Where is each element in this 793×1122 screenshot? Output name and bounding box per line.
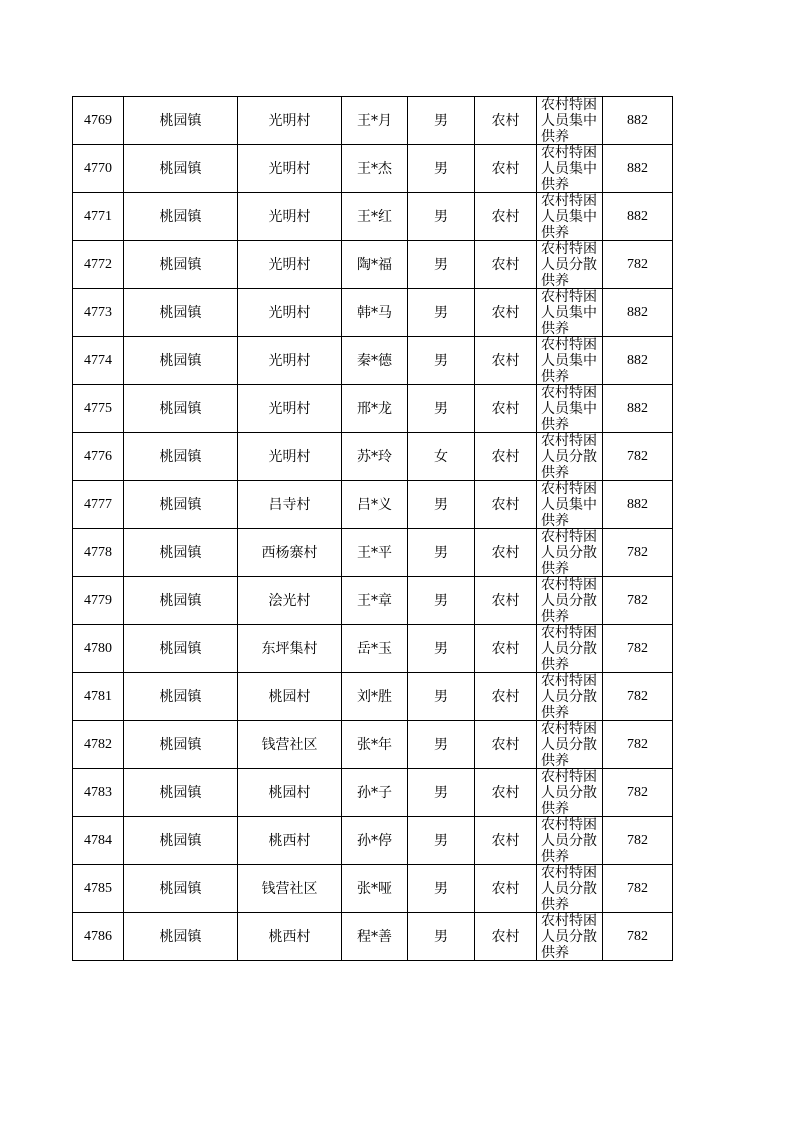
amount-cell: 782 xyxy=(603,241,673,289)
person-name-cell: 苏*玲 xyxy=(342,433,408,481)
row-number: 4769 xyxy=(73,97,124,145)
village-cell: 光明村 xyxy=(238,145,342,193)
gender-cell: 女 xyxy=(408,433,475,481)
amount-cell: 882 xyxy=(603,193,673,241)
roster-table xyxy=(72,96,673,961)
table-row xyxy=(73,913,673,961)
village-cell: 桃园村 xyxy=(238,673,342,721)
village-cell: 桃西村 xyxy=(238,913,342,961)
town-cell: 桃园镇 xyxy=(124,241,238,289)
row-number: 4785 xyxy=(73,865,124,913)
support-category-text: 农村特困人员集中供养 xyxy=(541,145,597,192)
amount-cell: 782 xyxy=(603,433,673,481)
household-type-cell: 农村 xyxy=(475,193,537,241)
town-cell: 桃园镇 xyxy=(124,529,238,577)
support-category-text: 农村特困人员分散供养 xyxy=(541,241,597,288)
household-type-cell: 农村 xyxy=(475,97,537,145)
amount-cell: 882 xyxy=(603,97,673,145)
table-row xyxy=(73,577,673,625)
support-category-cell xyxy=(537,433,603,481)
row-number: 4776 xyxy=(73,433,124,481)
gender-cell: 男 xyxy=(408,865,475,913)
gender-cell: 男 xyxy=(408,193,475,241)
support-category-text: 农村特困人员分散供养 xyxy=(541,721,597,768)
household-type-cell: 农村 xyxy=(475,145,537,193)
person-name-cell: 张*哑 xyxy=(342,865,408,913)
row-number: 4774 xyxy=(73,337,124,385)
village-cell: 光明村 xyxy=(238,289,342,337)
support-category-text: 农村特困人员分散供养 xyxy=(541,769,597,816)
household-type-cell: 农村 xyxy=(475,673,537,721)
support-category-text: 农村特困人员分散供养 xyxy=(541,433,597,480)
amount-cell: 882 xyxy=(603,385,673,433)
row-number: 4778 xyxy=(73,529,124,577)
amount-cell: 882 xyxy=(603,289,673,337)
gender-cell: 男 xyxy=(408,817,475,865)
person-name-cell: 吕*义 xyxy=(342,481,408,529)
amount-cell: 782 xyxy=(603,721,673,769)
household-type-cell: 农村 xyxy=(475,865,537,913)
support-category-text: 农村特困人员分散供养 xyxy=(541,913,597,960)
support-category-cell xyxy=(537,625,603,673)
row-number: 4772 xyxy=(73,241,124,289)
gender-cell: 男 xyxy=(408,385,475,433)
support-category-text: 农村特困人员集中供养 xyxy=(541,97,597,144)
support-category-cell xyxy=(537,241,603,289)
row-number: 4773 xyxy=(73,289,124,337)
town-cell: 桃园镇 xyxy=(124,193,238,241)
table-row xyxy=(73,145,673,193)
amount-cell: 782 xyxy=(603,817,673,865)
household-type-cell: 农村 xyxy=(475,577,537,625)
person-name-cell: 王*红 xyxy=(342,193,408,241)
row-number: 4770 xyxy=(73,145,124,193)
village-cell: 钱营社区 xyxy=(238,865,342,913)
table-row xyxy=(73,529,673,577)
support-category-text: 农村特困人员分散供养 xyxy=(541,625,597,672)
row-number: 4784 xyxy=(73,817,124,865)
support-category-cell xyxy=(537,97,603,145)
village-cell: 东坪集村 xyxy=(238,625,342,673)
amount-cell: 782 xyxy=(603,529,673,577)
household-type-cell: 农村 xyxy=(475,913,537,961)
town-cell: 桃园镇 xyxy=(124,385,238,433)
amount-cell: 782 xyxy=(603,913,673,961)
gender-cell: 男 xyxy=(408,529,475,577)
household-type-cell: 农村 xyxy=(475,385,537,433)
person-name-cell: 王*月 xyxy=(342,97,408,145)
household-type-cell: 农村 xyxy=(475,529,537,577)
town-cell: 桃园镇 xyxy=(124,769,238,817)
support-category-cell xyxy=(537,337,603,385)
support-category-text: 农村特困人员分散供养 xyxy=(541,673,597,720)
support-category-cell xyxy=(537,769,603,817)
support-category-text: 农村特困人员分散供养 xyxy=(541,577,597,624)
table-row xyxy=(73,433,673,481)
row-number: 4783 xyxy=(73,769,124,817)
gender-cell: 男 xyxy=(408,241,475,289)
row-number: 4780 xyxy=(73,625,124,673)
village-cell: 浍光村 xyxy=(238,577,342,625)
town-cell: 桃园镇 xyxy=(124,865,238,913)
person-name-cell: 孙*停 xyxy=(342,817,408,865)
table-row xyxy=(73,289,673,337)
amount-cell: 882 xyxy=(603,145,673,193)
town-cell: 桃园镇 xyxy=(124,481,238,529)
town-cell: 桃园镇 xyxy=(124,625,238,673)
village-cell: 桃西村 xyxy=(238,817,342,865)
person-name-cell: 陶*福 xyxy=(342,241,408,289)
table-row xyxy=(73,721,673,769)
support-category-text: 农村特困人员集中供养 xyxy=(541,385,597,432)
table-row xyxy=(73,625,673,673)
amount-cell: 782 xyxy=(603,625,673,673)
support-category-cell xyxy=(537,577,603,625)
household-type-cell: 农村 xyxy=(475,241,537,289)
town-cell: 桃园镇 xyxy=(124,289,238,337)
support-category-text: 农村特困人员集中供养 xyxy=(541,193,597,240)
support-category-cell xyxy=(537,145,603,193)
table-row xyxy=(73,337,673,385)
support-category-text: 农村特困人员分散供养 xyxy=(541,817,597,864)
gender-cell: 男 xyxy=(408,577,475,625)
town-cell: 桃园镇 xyxy=(124,145,238,193)
gender-cell: 男 xyxy=(408,289,475,337)
village-cell: 光明村 xyxy=(238,433,342,481)
household-type-cell: 农村 xyxy=(475,721,537,769)
town-cell: 桃园镇 xyxy=(124,673,238,721)
amount-cell: 782 xyxy=(603,577,673,625)
support-category-text: 农村特困人员集中供养 xyxy=(541,481,597,528)
town-cell: 桃园镇 xyxy=(124,337,238,385)
gender-cell: 男 xyxy=(408,721,475,769)
person-name-cell: 孙*子 xyxy=(342,769,408,817)
gender-cell: 男 xyxy=(408,673,475,721)
support-category-cell xyxy=(537,913,603,961)
person-name-cell: 岳*玉 xyxy=(342,625,408,673)
support-category-text: 农村特困人员集中供养 xyxy=(541,337,597,384)
town-cell: 桃园镇 xyxy=(124,433,238,481)
support-category-cell xyxy=(537,721,603,769)
person-name-cell: 王*平 xyxy=(342,529,408,577)
person-name-cell: 王*章 xyxy=(342,577,408,625)
household-type-cell: 农村 xyxy=(475,625,537,673)
gender-cell: 男 xyxy=(408,769,475,817)
row-number: 4781 xyxy=(73,673,124,721)
household-type-cell: 农村 xyxy=(475,289,537,337)
support-category-cell xyxy=(537,289,603,337)
town-cell: 桃园镇 xyxy=(124,913,238,961)
amount-cell: 782 xyxy=(603,673,673,721)
village-cell: 光明村 xyxy=(238,97,342,145)
table-row xyxy=(73,193,673,241)
row-number: 4782 xyxy=(73,721,124,769)
gender-cell: 男 xyxy=(408,625,475,673)
person-name-cell: 韩*马 xyxy=(342,289,408,337)
gender-cell: 男 xyxy=(408,337,475,385)
gender-cell: 男 xyxy=(408,913,475,961)
household-type-cell: 农村 xyxy=(475,769,537,817)
person-name-cell: 程*善 xyxy=(342,913,408,961)
support-category-cell xyxy=(537,817,603,865)
gender-cell: 男 xyxy=(408,145,475,193)
table-row xyxy=(73,385,673,433)
support-category-cell xyxy=(537,481,603,529)
person-name-cell: 邢*龙 xyxy=(342,385,408,433)
table-row xyxy=(73,97,673,145)
support-category-cell xyxy=(537,193,603,241)
support-category-cell xyxy=(537,385,603,433)
person-name-cell: 张*年 xyxy=(342,721,408,769)
row-number: 4777 xyxy=(73,481,124,529)
person-name-cell: 王*杰 xyxy=(342,145,408,193)
town-cell: 桃园镇 xyxy=(124,577,238,625)
town-cell: 桃园镇 xyxy=(124,721,238,769)
village-cell: 钱营社区 xyxy=(238,721,342,769)
row-number: 4771 xyxy=(73,193,124,241)
amount-cell: 782 xyxy=(603,865,673,913)
support-category-text: 农村特困人员分散供养 xyxy=(541,865,597,912)
village-cell: 西杨寨村 xyxy=(238,529,342,577)
table-row xyxy=(73,241,673,289)
table-row xyxy=(73,481,673,529)
row-number: 4779 xyxy=(73,577,124,625)
support-category-text: 农村特困人员分散供养 xyxy=(541,529,597,576)
support-category-cell xyxy=(537,529,603,577)
amount-cell: 782 xyxy=(603,769,673,817)
household-type-cell: 农村 xyxy=(475,433,537,481)
village-cell: 桃园村 xyxy=(238,769,342,817)
roster-body xyxy=(73,97,673,961)
person-name-cell: 刘*胜 xyxy=(342,673,408,721)
household-type-cell: 农村 xyxy=(475,817,537,865)
row-number: 4775 xyxy=(73,385,124,433)
amount-cell: 882 xyxy=(603,481,673,529)
town-cell: 桃园镇 xyxy=(124,97,238,145)
gender-cell: 男 xyxy=(408,481,475,529)
household-type-cell: 农村 xyxy=(475,337,537,385)
village-cell: 光明村 xyxy=(238,337,342,385)
row-number: 4786 xyxy=(73,913,124,961)
table-row xyxy=(73,817,673,865)
village-cell: 光明村 xyxy=(238,241,342,289)
village-cell: 光明村 xyxy=(238,193,342,241)
table-row xyxy=(73,673,673,721)
household-type-cell: 农村 xyxy=(475,481,537,529)
support-category-cell xyxy=(537,673,603,721)
village-cell: 光明村 xyxy=(238,385,342,433)
town-cell: 桃园镇 xyxy=(124,817,238,865)
table-row xyxy=(73,769,673,817)
village-cell: 吕寺村 xyxy=(238,481,342,529)
gender-cell: 男 xyxy=(408,97,475,145)
support-category-text: 农村特困人员集中供养 xyxy=(541,289,597,336)
person-name-cell: 秦*德 xyxy=(342,337,408,385)
amount-cell: 882 xyxy=(603,337,673,385)
table-row xyxy=(73,865,673,913)
support-category-cell xyxy=(537,865,603,913)
